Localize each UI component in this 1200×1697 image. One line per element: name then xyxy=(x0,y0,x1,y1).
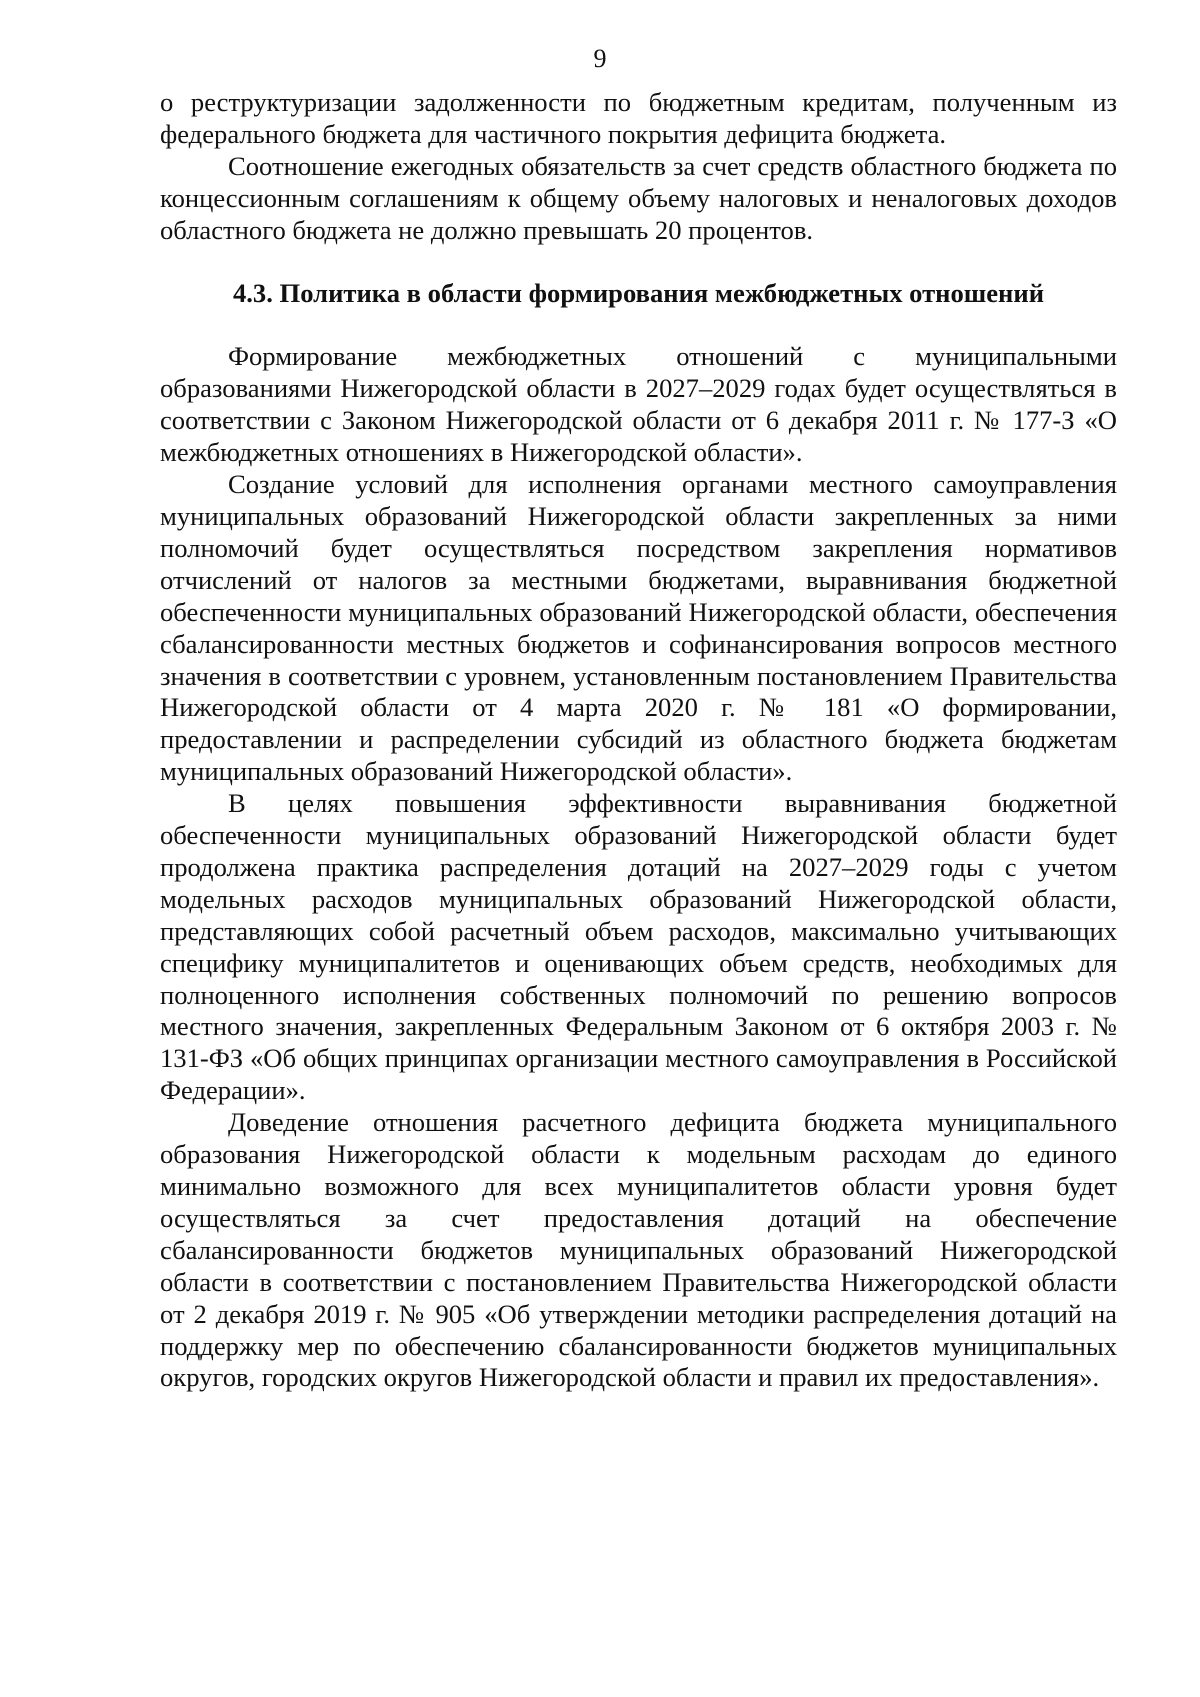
page-number: 9 xyxy=(593,44,607,73)
paragraph-local-government-conditions: Создание условий для исполнения органами местного самоуправления муниципальных образований Нижегородской области закрепленных за ними полномочий будет осуществляться посредством закрепления нормативов отчислений от налогов за местными бюджетами, выравнивания бюджетной обеспеченности муниципальных образований Нижегородской области, обеспечения сбалансированности местных бюджетов и софинансирования вопросов местного значения в соответствии с уровнем, установленным постановлением Правительства Нижегородской области от 4 марта 2020 г. № 181 «О формировании, предоставлении и распределении субсидий из областного бюджета бюджетам муниципальных образований Нижегородской области». xyxy=(160,469,1117,787)
section-heading: 4.3. Политика в области формирования межбюджетных отношений xyxy=(232,277,1045,308)
paragraph-continuation: о реструктуризации задолженности по бюджетным кредитам, полученным из федерального бюджета для частичного покрытия дефицита бюджета. xyxy=(160,87,1117,149)
document-body xyxy=(160,87,1117,1394)
paragraph-concession-ratio: Соотношение ежегодных обязательств за счет средств областного бюджета по концессионным соглашениям к общему объему налоговых и неналоговых доходов областного бюджета не должно превышать 20 процентов. xyxy=(160,150,1117,245)
paragraph-deficit-ratio: Доведение отношения расчетного дефицита бюджета муниципального образования Нижегородской области к модельным расходам до единого минимально возможного для всех муниципалитетов области уровня будет осуществляться за счет предоставления дотаций на обеспечение сбалансированности бюджетов муниципальных образований Нижегородской области в соответствии с постановлением Правительства Нижегородской области от 2 декабря 2019 г. № 905 «Об утверждении методики распределения дотаций на поддержку мер по обеспечению сбалансированности бюджетов муниципальных округов, городских округов Нижегородской области и правил их предоставления». xyxy=(160,1107,1117,1393)
paragraph-interbudget-formation: Формирование межбюджетных отношений с муниципальными образованиями Нижегородской области в 2027–2029 годах будет осуществляться в соответствии с Законом Нижегородской области от 6 декабря 2011 г. № 177-З «О межбюджетных отношениях в Нижегородской области». xyxy=(160,341,1117,468)
paragraph-equalization-efficiency: В целях повышения эффективности выравнивания бюджетной обеспеченности муниципальных образований Нижегородской области будет продолжена практика распределения дотаций на 2027–2029 годы с учетом модельных расходов муниципальных образований Нижегородской области, представляющих собой расчетный объем расходов, максимально учитывающих специфику муниципалитетов и оценивающих объем средств, необходимых для полноценного исполнения собственных полномочий по решению вопросов местного значения, закрепленных Федеральным Законом от 6 октября 2003 г. № 131-ФЗ «Об общих принципах организации местного самоуправления в Российской Федерации». xyxy=(160,788,1117,1106)
